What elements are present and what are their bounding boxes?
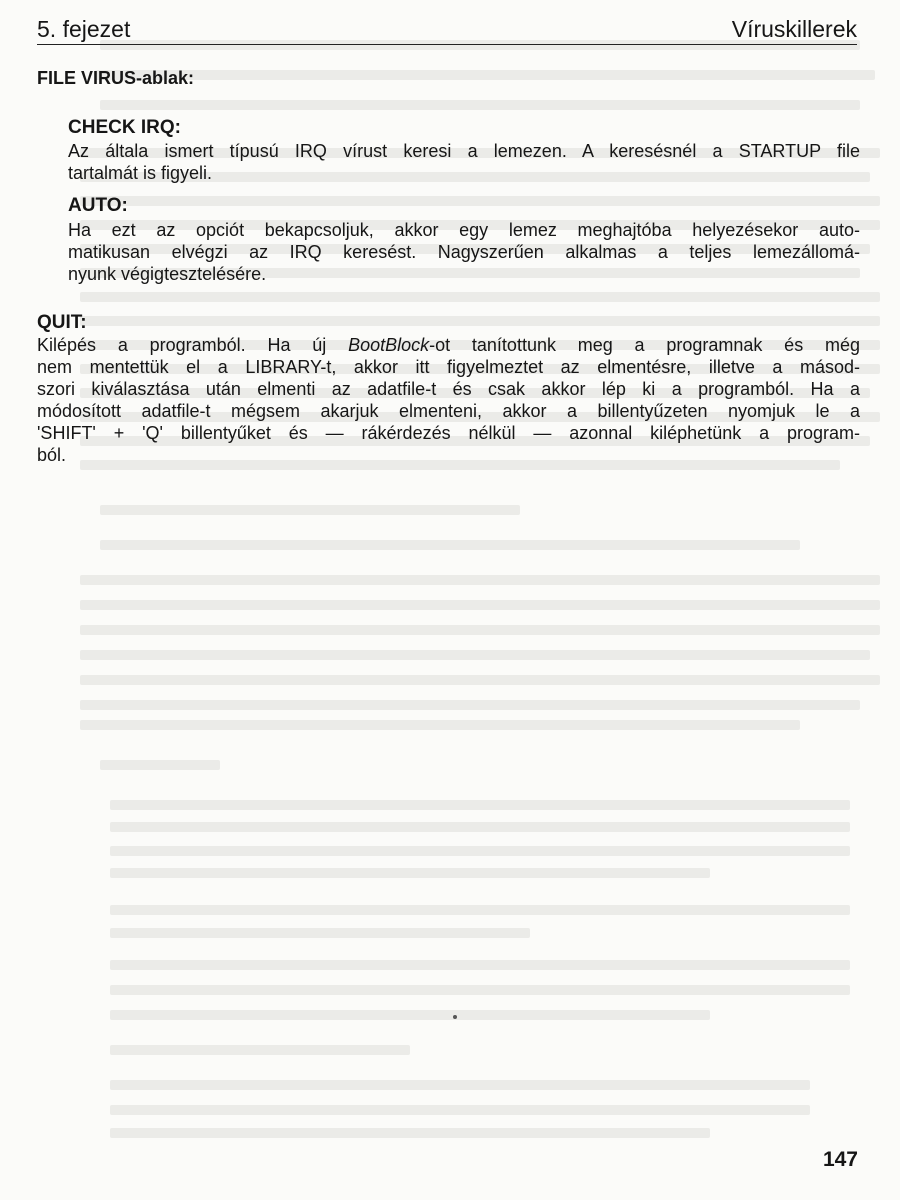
term-auto: AUTO: bbox=[68, 195, 128, 216]
text-line bbox=[37, 334, 860, 356]
bleed-through-line bbox=[80, 600, 880, 610]
term-quit: QUIT: bbox=[37, 312, 87, 333]
text-line: Az általa ismert típusú IRQ vírust keresi a lemezen. A keresésnél a STARTUP file bbox=[68, 141, 860, 161]
bleed-through-line bbox=[110, 1045, 410, 1055]
bleed-through-line bbox=[110, 822, 850, 832]
bleed-through-line bbox=[110, 1010, 710, 1020]
text-fragment: Kilépés a programból. Ha új bbox=[37, 335, 349, 355]
italic-term-bootblock: BootBlock bbox=[348, 335, 430, 355]
description-quit bbox=[37, 334, 860, 466]
bleed-through-line bbox=[110, 868, 710, 878]
text-line: 'SHIFT' + 'Q' billentyűket és — rákérdezés nélkül — azonnal kiléphetünk a program- bbox=[37, 423, 860, 443]
text-line: tartalmát is figyeli. bbox=[68, 163, 213, 183]
print-speck bbox=[453, 1015, 457, 1019]
bleed-through-line bbox=[80, 675, 880, 685]
text-fragment: -ot tanítottunk meg a programnak és még bbox=[429, 335, 861, 355]
bleed-through-line bbox=[80, 650, 870, 660]
description-check-irq bbox=[68, 140, 860, 184]
bleed-through-line bbox=[80, 292, 880, 302]
text-line: szori kiválasztása után elmenti az adatfile-t és csak akkor lép ki a programból. Ha a bbox=[37, 379, 860, 399]
bleed-through-line bbox=[110, 1128, 710, 1138]
bleed-through-line bbox=[80, 575, 880, 585]
bleed-through-line bbox=[95, 70, 875, 80]
text-line: ból. bbox=[37, 445, 67, 465]
page-number: 147 bbox=[822, 1148, 858, 1171]
running-header bbox=[37, 14, 857, 45]
bleed-through-line bbox=[110, 1105, 810, 1115]
text-line: matikusan elvégzi az IRQ keresést. Nagyszerűen alkalmas a teljes lemezállomá- bbox=[68, 242, 860, 262]
text-line: nyunk végigtesztelésére. bbox=[68, 264, 267, 284]
text-line: módosított adatfile-t mégsem akarjuk elmenteni, akkor a billentyűzeten nyomjuk le a bbox=[37, 401, 860, 421]
bleed-through-line bbox=[110, 800, 850, 810]
bleed-through-line bbox=[80, 625, 880, 635]
section-title: FILE VIRUS-ablak: bbox=[37, 68, 195, 88]
description-auto bbox=[68, 219, 860, 285]
bleed-through-line bbox=[100, 540, 800, 550]
chapter-title: Víruskillerek bbox=[731, 16, 857, 42]
bleed-through-line bbox=[110, 846, 850, 856]
chapter-label: 5. fejezet bbox=[37, 16, 131, 42]
bleed-through-line bbox=[80, 720, 800, 730]
text-line: nem mentettük el a LIBRARY-t, akkor itt figyelmeztet az elmentésre, illetve a másod- bbox=[37, 357, 860, 377]
bleed-through-line bbox=[80, 700, 860, 710]
bleed-through-line bbox=[80, 316, 880, 326]
bleed-through-line bbox=[100, 505, 520, 515]
bleed-through-line bbox=[100, 100, 860, 110]
term-check-irq: CHECK IRQ: bbox=[68, 117, 181, 138]
bleed-through-line bbox=[100, 760, 220, 770]
bleed-through-line bbox=[110, 1080, 810, 1090]
bleed-through-line bbox=[110, 905, 850, 915]
bleed-through-line bbox=[110, 960, 850, 970]
bleed-through-line bbox=[80, 196, 880, 206]
bleed-through-line bbox=[110, 985, 850, 995]
text-line: Ha ezt az opciót bekapcsoljuk, akkor egy lemez meghajtóba helyezésekor auto- bbox=[68, 220, 860, 240]
bleed-through-line bbox=[110, 928, 530, 938]
